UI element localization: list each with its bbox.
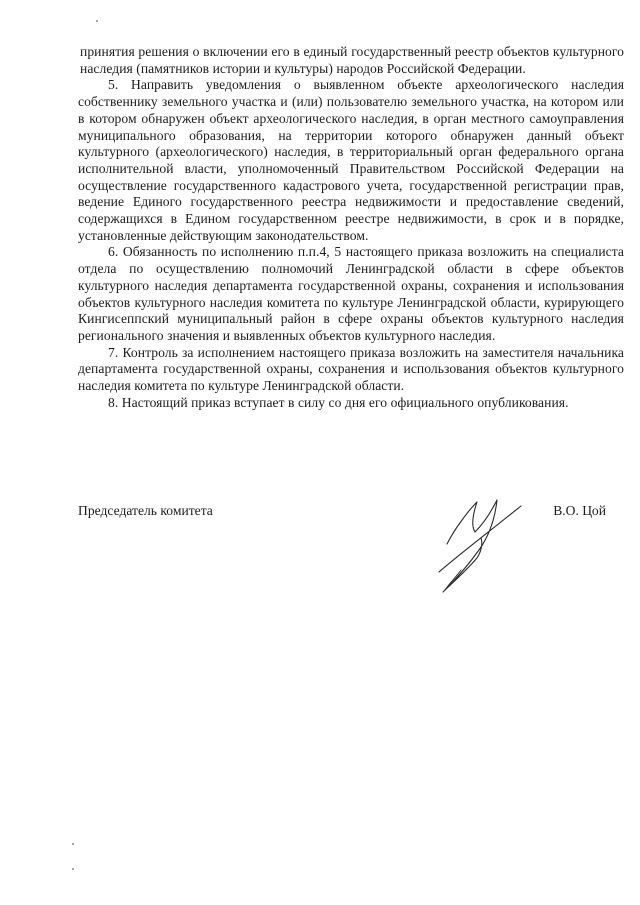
paragraph-6: 6. Обязанность по исполнению п.п.4, 5 настоящего приказа возложить на специалиста отдела по осуществлению полномочий Ленинградской области в сфере объектов культурного наследия департамента государственной охраны, сохранения и использования объектов культурного наследия комитета по культуре Ленинградской области, курирующего Кингисеппский муниципальный район в сфере охраны объектов культурного наследия регионального значения и выявленных объектов культурного наследия.	[78, 244, 624, 343]
scan-speck	[72, 868, 74, 870]
paragraph-7: 7. Контроль за исполнением настоящего приказа возложить на заместителя начальника департамента государственной охраны, сохранения и использования объектов культурного наследия комитета по культуре Ленинградской области.	[78, 344, 624, 394]
document-body	[78, 44, 624, 411]
signer-title: Председатель комитета	[78, 503, 213, 518]
scan-speck	[96, 20, 98, 22]
paragraph-8: 8. Настоящий приказ вступает в силу со дня его официального опубликования.	[108, 394, 569, 410]
paragraph-5: 5. Направить уведомления о выявленном объекте археологического наследия собственнику земельного участка и (или) пользователю земельного участка, на котором или в котором обнаружен объект археологического наследия, в орган местного самоуправления муниципального образования, на территории которого обнаружен данный объект культурного (археологического) наследия, в территориальный орган федерального органа исполнительной власти, уполномоченный Правительством Российской Федерации на осуществление государственного кадастрового учета, государственной регистрации прав, ведение Единого государственного реестра недвижимости и предоставление сведений, содержащихся в Едином государственном реестре недвижимости, в срок и в порядке, установленные действующим законодательством.	[78, 77, 624, 243]
paragraph-continuation: принятия решения о включении его в единый государственный реестр объектов культурного наследия (памятников истории и культуры) народов Российской Федерации.	[80, 44, 624, 76]
scan-speck	[72, 843, 74, 845]
signer-name: В.О. Цой	[553, 503, 606, 518]
handwritten-signature	[425, 488, 535, 598]
